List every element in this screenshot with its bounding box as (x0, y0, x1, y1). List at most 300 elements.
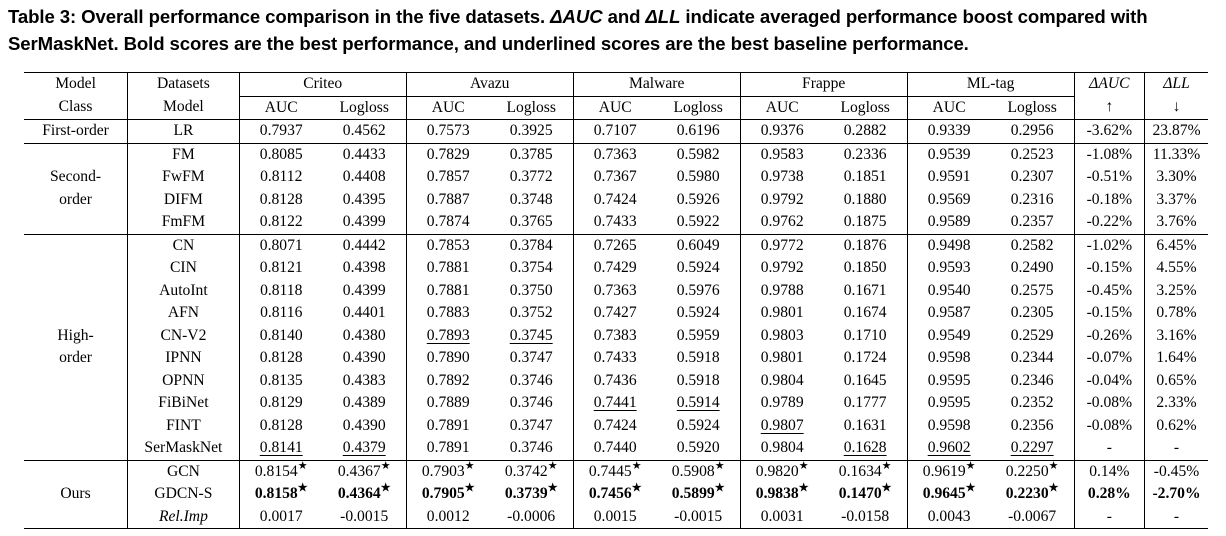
value-cell (406, 460, 489, 483)
value-text: 0.2357 (1010, 213, 1054, 230)
significance-star-icon: ★ (297, 459, 308, 472)
value-text: 4.55% (1156, 259, 1197, 276)
value-text: -0.0015 (674, 507, 723, 525)
value-text: 0.5924 (676, 416, 720, 434)
value-cell (824, 347, 907, 370)
value-text: 0.3784 (509, 236, 553, 254)
significance-star-icon: ★ (547, 482, 558, 494)
value-text: 0.5924 (676, 259, 720, 276)
model-name: FwFM (128, 166, 240, 189)
header-row-1 (24, 73, 1208, 97)
value-cell (657, 415, 741, 438)
table-caption: Table 3: Overall performance comparison in the five datasets. ΔAUC and ΔLL indicate averaged performance boost compared with SerMaskNet. Bold scores are the best performance, and underlined scores are the best baseline performance. (8, 6, 1148, 54)
value-cell (1145, 257, 1208, 280)
value-cell (1074, 166, 1144, 189)
table-row (24, 211, 1208, 234)
value-cell (740, 143, 823, 166)
value-text: 0.7891 (426, 439, 470, 456)
value-cell (239, 257, 322, 280)
value-text: 0.7829 (426, 145, 470, 163)
value-text: 0.1634 (838, 462, 882, 480)
value-text: 0.5918 (676, 349, 720, 366)
value-cell (991, 483, 1075, 506)
value-text: 0.3772 (509, 168, 553, 185)
value-cell (740, 460, 823, 483)
value-cell (991, 392, 1075, 415)
value-text: 0.6049 (676, 236, 720, 254)
value-cell (740, 189, 823, 212)
value-text: 0.8129 (259, 394, 303, 411)
value-text: 0.4442 (342, 236, 386, 254)
value-cell (1074, 325, 1144, 348)
value-text: 0.7436 (593, 371, 637, 389)
value-cell (406, 189, 489, 212)
value-text: 23.87% (1152, 122, 1201, 139)
value-cell (239, 415, 322, 438)
value-cell (1145, 120, 1208, 144)
value-text: 0.7363 (593, 281, 637, 299)
value-cell (1145, 302, 1208, 325)
value-cell (907, 189, 990, 212)
value-text: 0.4398 (342, 259, 386, 276)
value-cell (490, 257, 574, 280)
value-cell (1074, 280, 1144, 303)
value-cell (991, 370, 1075, 393)
header-logloss: Logloss (490, 96, 574, 120)
value-text: 0.7881 (426, 259, 470, 276)
value-cell (824, 302, 907, 325)
value-cell (824, 166, 907, 189)
value-cell (740, 325, 823, 348)
model-class-label: order (59, 190, 92, 208)
value-cell (573, 257, 656, 280)
value-cell (824, 257, 907, 280)
value-text: -1.02% (1086, 236, 1133, 254)
value-text: 0.1777 (843, 394, 887, 411)
value-text: 0.0012 (426, 507, 470, 525)
value-cell (657, 189, 741, 212)
header-auc: AUC (932, 98, 966, 116)
value-text: 0.7433 (593, 349, 637, 366)
header-dataset-avazu: Avazu (406, 73, 573, 97)
header-auc: AUC (598, 98, 632, 116)
value-text: -0.07% (1086, 349, 1133, 366)
value-text: -0.45% (1086, 281, 1133, 299)
value-text: 0.5908 (671, 462, 715, 480)
value-cell (657, 460, 741, 483)
value-text: 0.7445 (588, 462, 632, 480)
value-text: 0.9339 (927, 122, 971, 139)
value-cell (1074, 143, 1144, 166)
value-text: 0.7890 (426, 349, 470, 366)
down-arrow-icon: ↓ (1172, 98, 1181, 116)
value-cell (490, 347, 574, 370)
value-cell (907, 280, 990, 303)
value-cell (239, 211, 322, 234)
value-cell (907, 437, 990, 460)
value-cell (907, 392, 990, 415)
value-cell (573, 166, 656, 189)
value-cell (323, 506, 407, 529)
value-text: 0.2307 (1010, 168, 1054, 185)
significance-star-icon: ★ (714, 482, 725, 494)
value-text: 0.9738 (760, 168, 804, 185)
value-cell (323, 143, 407, 166)
value-cell (991, 234, 1075, 257)
value-cell (1145, 370, 1208, 393)
value-cell (907, 460, 990, 483)
value-text: 0.0015 (593, 507, 637, 525)
significance-star-icon: ★ (380, 482, 391, 494)
value-text: 6.45% (1156, 236, 1197, 254)
value-text: -0.08% (1086, 416, 1133, 434)
value-cell (740, 257, 823, 280)
header-model-class-2: Class (24, 96, 128, 120)
value-text: 0.9788 (760, 281, 804, 299)
value-text: 0.9569 (927, 190, 971, 208)
model-name: FINT (128, 415, 240, 438)
value-text: 0.1880 (843, 190, 887, 208)
value-cell (907, 506, 990, 529)
value-text: 0.5926 (676, 190, 720, 208)
value-cell (907, 325, 990, 348)
value-text: 0.0043 (927, 507, 971, 525)
value-cell (239, 506, 322, 529)
value-text: 0.5924 (676, 304, 720, 321)
value-cell (239, 392, 322, 415)
value-cell (1145, 211, 1208, 234)
value-text: 3.25% (1156, 281, 1197, 299)
value-cell (239, 370, 322, 393)
value-cell (573, 460, 656, 483)
value-cell (1145, 189, 1208, 212)
table-row (24, 460, 1208, 483)
value-text: 0.1645 (843, 371, 887, 389)
value-text: 0.28% (1087, 485, 1131, 502)
value-text: 11.33% (1152, 145, 1201, 163)
value-text: 0.7905 (421, 485, 465, 502)
value-text: 0.7363 (593, 145, 637, 163)
value-text: -0.18% (1086, 190, 1133, 208)
value-cell (239, 280, 322, 303)
value-text: 0.5982 (676, 145, 720, 163)
significance-star-icon: ★ (380, 459, 391, 472)
model-name: OPNN (128, 370, 240, 393)
value-text: - (1106, 507, 1112, 525)
value-text: 0.2346 (1010, 371, 1054, 389)
value-cell (323, 234, 407, 257)
value-text: 0.3747 (509, 416, 553, 434)
value-text: 0.2529 (1010, 326, 1054, 344)
model-name: FM (128, 143, 240, 166)
header-model-class-1: Model (24, 73, 128, 97)
value-text: 0.9598 (927, 416, 971, 434)
table-row (24, 280, 1208, 303)
model-name: AutoInt (128, 280, 240, 303)
value-cell (824, 234, 907, 257)
value-cell (323, 415, 407, 438)
model-class-cell (24, 143, 128, 234)
value-cell (406, 370, 489, 393)
table-row (24, 166, 1208, 189)
value-text: 0.2250 (1005, 462, 1049, 480)
header-auc: AUC (264, 98, 298, 116)
value-cell (1145, 506, 1208, 529)
value-cell (657, 302, 741, 325)
value-text: -0.0006 (507, 507, 556, 525)
value-cell (991, 347, 1075, 370)
value-text: 0.2305 (1010, 304, 1054, 321)
value-cell (573, 437, 656, 460)
value-text: 0.9587 (927, 304, 971, 321)
value-text: 0.4379 (342, 439, 386, 456)
value-text: 0.1724 (843, 349, 887, 366)
value-text: 0.3765 (509, 213, 553, 230)
header-logloss: Logloss (657, 96, 741, 120)
value-text: 0.7107 (593, 122, 637, 139)
significance-star-icon: ★ (881, 459, 892, 472)
table-row (24, 120, 1208, 144)
value-text: 0.9595 (927, 394, 971, 411)
model-class-cell (24, 460, 128, 529)
header-delta-ll: ΔLL (1163, 75, 1190, 93)
value-text: 0.7889 (426, 394, 470, 411)
model-class-label: Second- (49, 168, 102, 185)
value-cell (657, 347, 741, 370)
value-cell (490, 415, 574, 438)
value-text: 0.7573 (426, 122, 470, 139)
value-cell (1074, 120, 1144, 144)
value-text: 0.3745 (509, 326, 553, 344)
value-text: 3.37% (1156, 190, 1197, 208)
value-text: -1.08% (1086, 145, 1133, 163)
value-text: 0.8112 (260, 168, 303, 185)
value-text: 0.7424 (593, 190, 637, 208)
value-text: 3.30% (1156, 168, 1197, 185)
value-cell (406, 143, 489, 166)
header-logloss: Logloss (991, 96, 1075, 120)
value-text: 0.7881 (426, 281, 470, 299)
value-text: 0.9549 (927, 326, 971, 344)
value-text: -0.0067 (1008, 507, 1057, 525)
header-row-2 (24, 96, 1208, 120)
value-cell (991, 437, 1075, 460)
value-text: -0.08% (1086, 394, 1133, 411)
table-row (24, 189, 1208, 212)
value-cell (573, 120, 656, 144)
value-cell (657, 166, 741, 189)
value-text: 0.7857 (426, 168, 470, 185)
value-cell (323, 302, 407, 325)
significance-star-icon: ★ (798, 459, 809, 472)
value-cell (573, 370, 656, 393)
value-cell (991, 415, 1075, 438)
value-cell (740, 392, 823, 415)
header-dataset-mltag: ML-tag (907, 73, 1074, 97)
value-text: 0.7427 (593, 304, 637, 321)
table-row (24, 143, 1208, 166)
value-text: 0.9801 (760, 349, 804, 366)
value-text: - (1173, 507, 1180, 525)
value-text: 0.3742 (504, 462, 548, 480)
model-name: CN-V2 (128, 325, 240, 348)
value-text: 0.8122 (259, 213, 303, 230)
value-cell (824, 506, 907, 529)
value-cell (907, 211, 990, 234)
value-text: 0.8154 (254, 462, 298, 480)
value-cell (573, 211, 656, 234)
value-text: 0.9838 (755, 485, 799, 502)
value-text: 0.7937 (259, 122, 303, 139)
value-cell (1145, 415, 1208, 438)
value-text: 0.3746 (509, 371, 553, 389)
value-cell (573, 143, 656, 166)
value-cell (239, 437, 322, 460)
value-text: 0.1876 (843, 236, 887, 254)
value-cell (740, 120, 823, 144)
value-cell (490, 120, 574, 144)
value-cell (991, 302, 1075, 325)
value-text: 0.1850 (843, 259, 887, 276)
value-cell (1074, 483, 1144, 506)
value-cell (991, 211, 1075, 234)
value-text: 0.3750 (509, 281, 553, 299)
value-text: 0.2352 (1010, 394, 1054, 411)
value-text: 0.5959 (676, 326, 720, 344)
value-text: 0.8128 (259, 349, 303, 366)
value-cell (1145, 392, 1208, 415)
value-cell (406, 302, 489, 325)
value-text: 0.7265 (593, 236, 637, 254)
value-cell (239, 143, 322, 166)
value-text: - (1173, 439, 1180, 456)
value-cell (824, 211, 907, 234)
value-text: 0.4390 (342, 349, 386, 366)
value-text: 0.8140 (259, 326, 303, 344)
value-cell (657, 506, 741, 529)
table-row (24, 370, 1208, 393)
value-cell (573, 189, 656, 212)
value-text: 0.2490 (1010, 259, 1054, 276)
value-cell (824, 143, 907, 166)
value-text: 0.1671 (843, 281, 887, 299)
value-cell (991, 257, 1075, 280)
value-cell (1074, 347, 1144, 370)
value-cell (490, 483, 574, 506)
value-text: 0.2230 (1005, 485, 1049, 502)
value-text: 0.4380 (342, 326, 386, 344)
table-row (24, 325, 1208, 348)
value-cell (239, 302, 322, 325)
value-text: 0.9539 (927, 145, 971, 163)
value-text: 0.1851 (843, 168, 887, 185)
significance-star-icon: ★ (798, 482, 809, 494)
value-cell (323, 392, 407, 415)
value-cell (490, 325, 574, 348)
value-cell (1074, 392, 1144, 415)
value-cell (740, 506, 823, 529)
value-cell (573, 483, 656, 506)
value-text: - (1106, 439, 1112, 456)
value-text: 0.7456 (588, 485, 632, 502)
value-cell (1074, 437, 1144, 460)
value-cell (907, 415, 990, 438)
value-cell (323, 211, 407, 234)
significance-star-icon: ★ (965, 482, 976, 494)
value-text: 0.7440 (593, 439, 637, 456)
value-text: 0.8118 (260, 281, 303, 299)
model-name: IPNN (128, 347, 240, 370)
value-cell (323, 460, 407, 483)
value-cell (824, 280, 907, 303)
table-row (24, 302, 1208, 325)
model-class-label: Ours (60, 485, 91, 502)
value-cell (1074, 234, 1144, 257)
value-text: 0.4395 (342, 190, 386, 208)
value-cell (323, 120, 407, 144)
significance-star-icon: ★ (464, 459, 475, 472)
value-text: 0.2344 (1010, 349, 1054, 366)
value-text: 0.1628 (843, 439, 887, 456)
value-text: 0.5976 (676, 281, 720, 299)
value-cell (1074, 257, 1144, 280)
value-cell (323, 483, 407, 506)
value-cell (740, 234, 823, 257)
value-text: 0.2882 (843, 122, 887, 139)
model-name: GDCN-S (128, 483, 240, 506)
value-text: 0.2582 (1010, 236, 1054, 254)
value-cell (323, 325, 407, 348)
value-text: 0.7441 (593, 394, 637, 411)
model-name: CIN (128, 257, 240, 280)
value-text: 0.2316 (1010, 190, 1054, 208)
value-cell (991, 460, 1075, 483)
model-class-label: High- (57, 326, 94, 344)
value-text: 0.9619 (922, 462, 966, 480)
significance-star-icon: ★ (464, 482, 475, 494)
value-cell (239, 234, 322, 257)
value-text: 1.64% (1156, 349, 1197, 366)
model-name: GCN (128, 460, 240, 483)
value-text: -0.26% (1086, 326, 1133, 344)
model-name: SerMaskNet (128, 437, 240, 460)
value-text: 0.9792 (760, 259, 804, 276)
significance-star-icon: ★ (1048, 459, 1059, 472)
value-cell (740, 483, 823, 506)
value-cell (490, 392, 574, 415)
value-text: 0.2336 (843, 145, 887, 163)
value-text: 0.8128 (259, 190, 303, 208)
value-cell (740, 166, 823, 189)
value-text: 0.4401 (342, 304, 386, 321)
value-text: 0.7903 (421, 462, 465, 480)
value-text: 0.9595 (927, 371, 971, 389)
value-cell (573, 325, 656, 348)
value-cell (1145, 234, 1208, 257)
value-cell (1145, 437, 1208, 460)
value-cell (406, 437, 489, 460)
value-text: 0.3747 (509, 349, 553, 366)
value-text: -0.15% (1086, 304, 1133, 321)
value-text: 0.8135 (259, 371, 303, 389)
value-cell (657, 234, 741, 257)
value-text: 0.9803 (760, 326, 804, 344)
value-cell (406, 211, 489, 234)
up-arrow-icon: ↑ (1074, 96, 1144, 120)
model-class-cell (24, 120, 128, 144)
value-cell (490, 280, 574, 303)
value-cell (239, 347, 322, 370)
